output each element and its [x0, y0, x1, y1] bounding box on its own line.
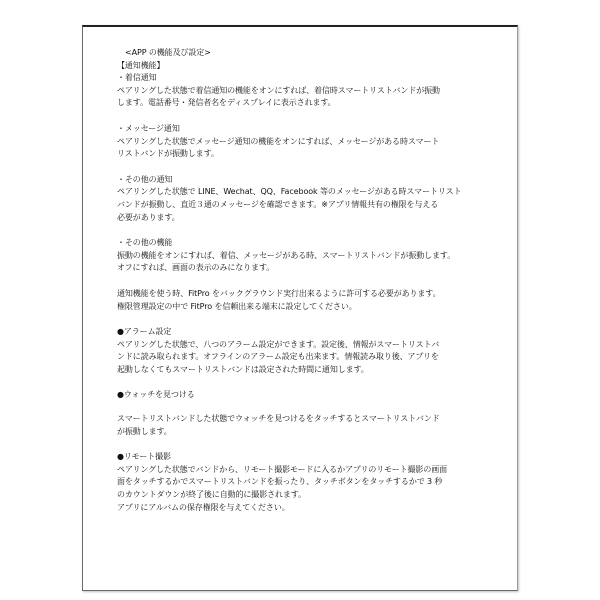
heading-incoming-call: ・着信通知 [117, 73, 157, 83]
alarm-line-2: ンドに読み取られます。オフラインのアラーム設定も出来ます。情報読み取り後、アプリを [117, 352, 439, 362]
heading-remote-camera: ●リモート撮影 [117, 452, 171, 462]
other-notify-line-3: 必要があります。 [117, 212, 180, 222]
incoming-line-2: します。電話番号・発信者名をディスプレイに表示されます。 [117, 98, 336, 108]
heading-message-notify: ・メッセージ通知 [117, 123, 180, 133]
remote-camera-line-1: ペアリングした状態でバンドから、リモート撮影モードに入るかアプリのリモート撮影の画面 [117, 464, 448, 474]
other-functions-line-2: オフにすれば、画面の表示のみになります。 [117, 263, 275, 273]
heading-other-notify: ・その他の通知 [117, 174, 173, 184]
message-line-1: ペアリングした状態でメッセージ通知の機能をオンにすれば、メッセージがある時スマート [117, 136, 440, 146]
alarm-line-3: 起動しなくてもスマートリストバンドは設定された時間に通知します。 [117, 364, 369, 374]
message-line-2: リストバンドが振動します。 [117, 149, 219, 159]
note-line-1: 通知機能を使う時、FitPro をバックグラウンド実行出来るように許可する必要があります。 [117, 288, 441, 298]
remote-camera-line-3: のカウントダウンが終了後に自動的に撮影されます。 [117, 490, 306, 500]
find-watch-line-2: が振動します。 [117, 426, 172, 436]
other-functions-line-1: 振動の機能をオンにすれば、着信、メッセージがある時、スマートリストバンドが振動します。 [117, 250, 456, 260]
find-watch-line-1: スマートリストバンドした状態でウォッチを見つけるをタッチするとスマートリストバンド [117, 414, 440, 424]
other-notify-line-2: バンドが振動し、直近３通のメッセージを確認できます。※アプリ情報共有の権限を与える [117, 199, 439, 209]
section-heading-notify: 【通知機能】 [117, 60, 165, 70]
heading-alarm: ●アラーム設定 [117, 327, 172, 337]
document-page [82, 25, 518, 591]
other-notify-line-1: ペアリングした状態で LINE、Wechat、QQ、Facebook 等のメッセージがある時スマートリスト [117, 187, 462, 197]
heading-find-watch: ●ウォッチを見つける [117, 390, 195, 400]
document-content [117, 47, 487, 514]
remote-camera-line-2: 面をタッチするかでスマートリストバンドを振ったり、タッチボタンをタッチするかで 3 秒 [117, 477, 443, 487]
alarm-line-1: ペアリングした状態で、八つのアラーム設定ができます。設定後、情報がスマートリストバ [117, 339, 440, 349]
heading-other-functions: ・その他の機能 [117, 238, 173, 248]
remote-camera-line-4: アプリにアルバムの保存権限を与えてください。 [117, 502, 290, 512]
note-line-2: 権限管理設定の中で FitPro を信頼出来る端末に設定してください。 [117, 301, 357, 311]
document-title: <APP の機能及び設定> [125, 48, 211, 57]
incoming-line-1: ペアリングした状態で着信通知の機能をオンにすれば、着信時スマートリストバンドが振動 [117, 85, 440, 95]
